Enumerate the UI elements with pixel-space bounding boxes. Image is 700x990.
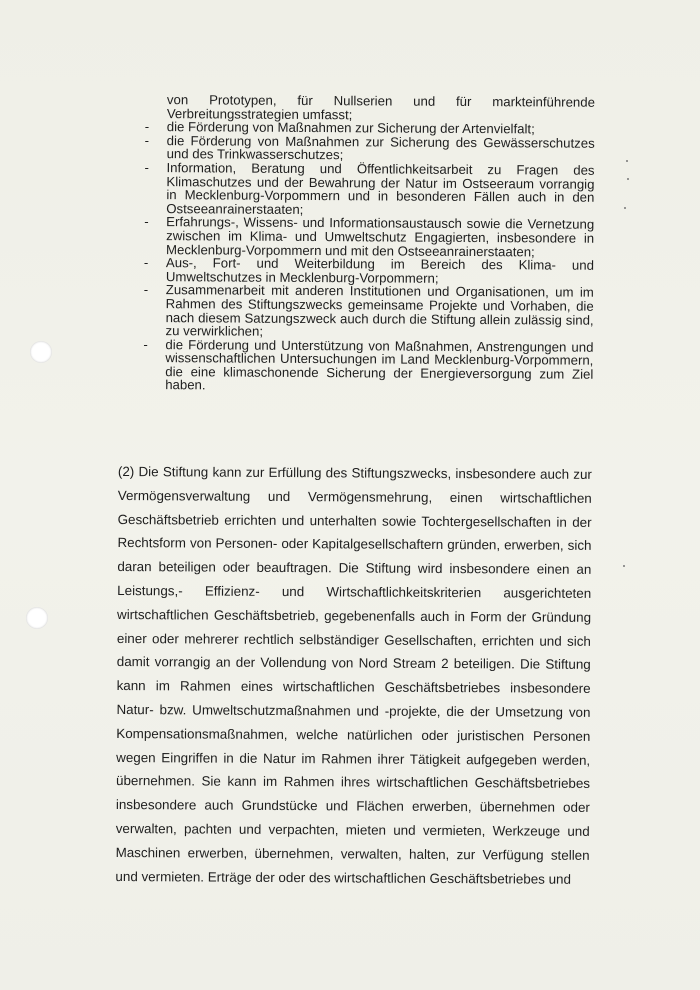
punch-hole-top	[30, 341, 52, 363]
paragraph-2: (2) Die Stiftung kann zur Erfüllung des Stiftungszwecks, insbesondere auch zur Vermögensverwaltung und Vermögensmehrung, einen wirtschaftlichen Geschäftsbetrieb errichten und unterhalten sowie Tochtergesellschaften in der Rechtsform von Personen- oder Kapitalgesellschaftern gründen, erwerben, sich daran beteiligen oder beauftragen. Die Stiftung wird insbesondere einen an Leistungs,- Effizienz- und Wirtschaftlichkeitskriterien ausgerichteten wirtschaftlichen Geschäftsbetrieb, gegebenenfalls auch in Form der Gründung einer oder mehrerer rechtlich selbständiger Gesellschaften, errichten und sich damit vorrangig an der Vollendung von Nord Stream 2 beteiligen. Die Stiftung kann im Rahmen eines wirtschaftlichen Geschäftsbetriebes insbesondere Natur- bzw. Umweltschutzmaßnahmen und -projekte, die der Umsetzung von Kompensationsmaßnahmen, welche natürlichen oder juristischen Personen wegen Eingriffen in die Natur im Rahmen ihrer Tätigkeit aufgegeben werden, übernehmen. Sie kann im Rahmen ihres wirtschaftlichen Geschäftsbetriebes insbesondere auch Grundstücke und Flächen erwerben, übernehmen oder verwalten, pachten und verpachten, mieten und vermieten, Werkzeuge und Maschinen erwerben, übernehmen, verwalten, halten, zur Verfügung stellen und vermieten. Erträge der oder des wirtschaftlichen Geschäftsbetriebes und	[115, 463, 592, 887]
scan-speck	[624, 207, 626, 209]
list-item	[144, 256, 594, 286]
scan-speck	[626, 160, 628, 162]
scan-speck	[623, 565, 625, 567]
list-item-text: die Förderung von Maßnahmen zur Sicherung der Artenvielfalt;	[166, 119, 535, 137]
list-item-text: Erfahrungs-, Wissens- und Informationsaustausch sowie die Vernetzung zwischen im Klima- und Umweltschutz Engagierten, insbesondere in Mecklenburg-Vorpommern und mit den Ostseeanrainerstaaten;	[166, 214, 595, 259]
list-item-text: die Förderung und Unterstützung von Maßnahmen, Anstrengungen und wissenschaftlichen Untersuchungen im Land Mecklenburg-Vorpommern, die eine klimaschonende Sicherung der Energieversorgung zum Ziel haben.	[165, 336, 594, 393]
scan-speck	[627, 178, 629, 180]
bullet-list	[143, 93, 595, 395]
list-item	[144, 161, 594, 218]
list-item	[145, 93, 595, 123]
list-item-text: von Prototypen, für Nullserien und für markteinführende Verbreitungsstrategien umfasst;	[166, 92, 595, 122]
punch-hole-bottom	[26, 607, 48, 629]
list-item-text: Aus-, Fort- und Weiterbildung im Bereich des Klima- und Umweltschutzes in Mecklenburg-Vorpommern;	[165, 255, 595, 286]
list-dash: -	[144, 132, 150, 148]
list-dash: -	[143, 255, 149, 271]
list-item-text: Information, Beratung und Öffentlichkeitsarbeit zu Fragen des Klimaschutzes und der Bewahrung der Natur im Ostseeraum vorrangig in Mecklenburg-Vorpommern und in besonderen Fällen auch in den Ostseeanrainerstaaten;	[166, 160, 595, 217]
list-dash: -	[144, 159, 149, 175]
list-item	[144, 215, 594, 259]
list-dash: -	[143, 282, 149, 298]
list-dash: -	[144, 119, 150, 135]
list-item	[145, 134, 595, 164]
list-item	[144, 283, 594, 340]
list-item	[143, 338, 593, 395]
list-dash: -	[143, 336, 148, 352]
list-item-text: Zusammenarbeit mit anderen Institutionen und Organisationen, um im Rahmen des Stiftungszwecks gemeinsame Projekte und Vorhaben, die nach diesem Satzungszweck auch durch die Stiftung allein zulässig sind, zu verwirklichen;	[165, 282, 594, 339]
list-dash: -	[144, 214, 149, 230]
list-item-text: die Förderung von Maßnahmen zur Sicherung des Gewässerschutzes und des Trinkwasserschutzes;	[166, 132, 595, 163]
